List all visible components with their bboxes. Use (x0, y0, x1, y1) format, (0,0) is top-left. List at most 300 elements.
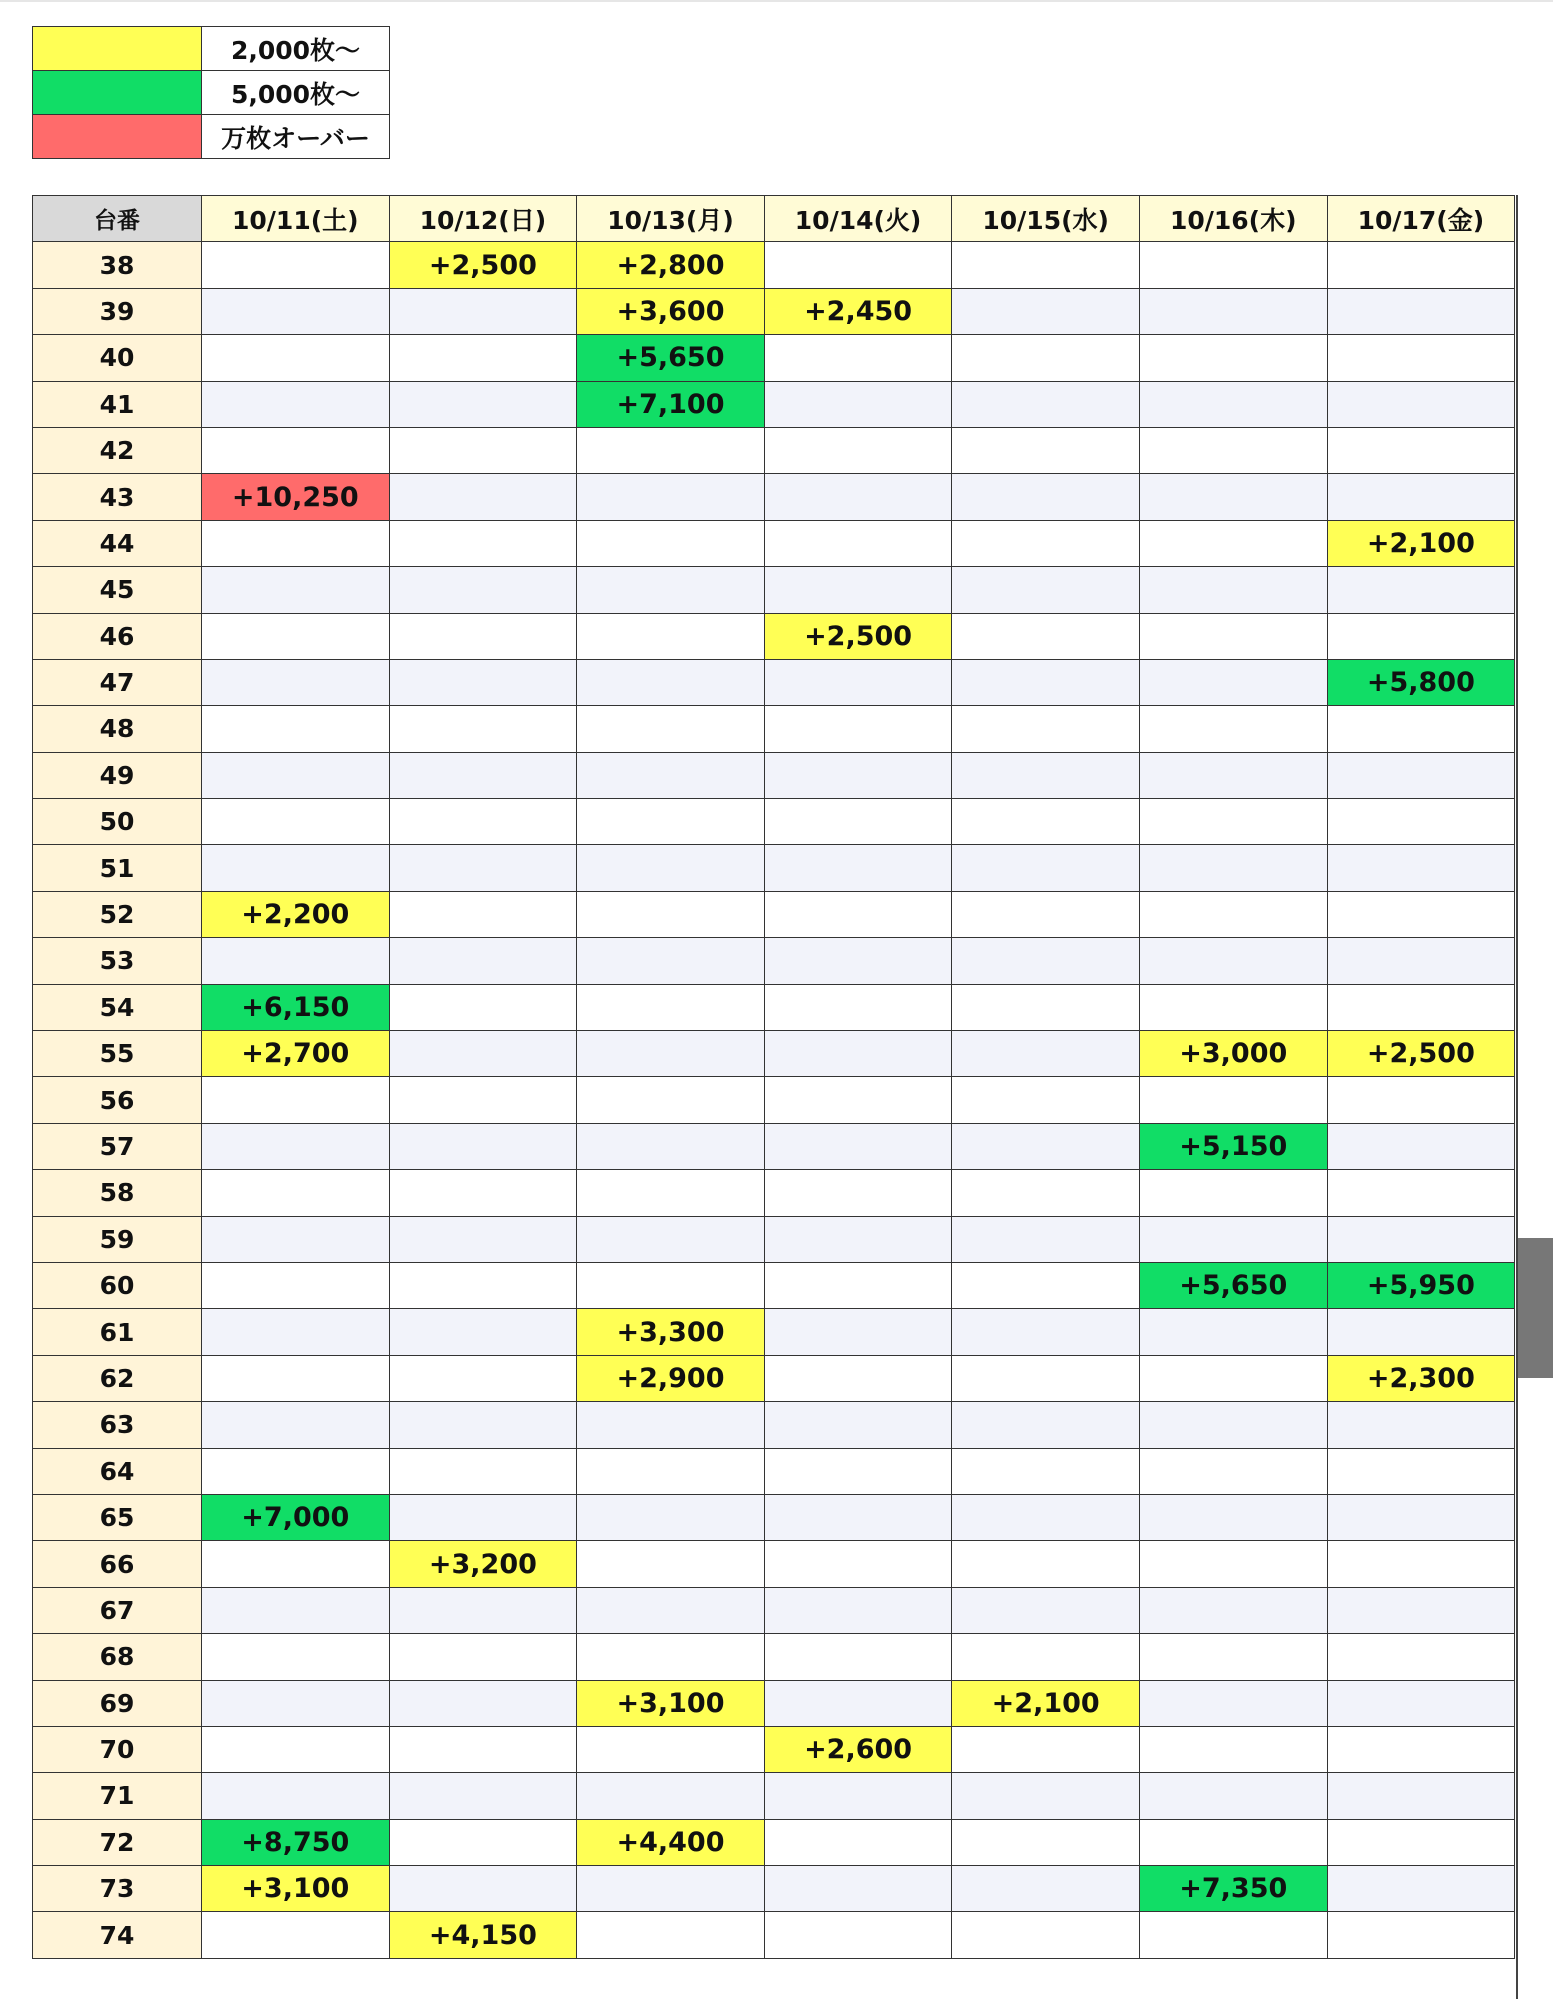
result-cell (1139, 1680, 1327, 1726)
result-cell (389, 1309, 577, 1355)
result-cell (764, 1819, 952, 1865)
result-cell (389, 1773, 577, 1819)
result-cell (202, 335, 390, 381)
result-cell: +7,100 (577, 381, 765, 427)
machine-number: 71 (33, 1773, 202, 1819)
result-cell (1139, 242, 1327, 288)
legend-label: 万枚オーバー (202, 115, 390, 159)
result-cell (389, 1355, 577, 1401)
result-cell (1139, 659, 1327, 705)
result-cell (952, 1773, 1140, 1819)
result-cell (1327, 799, 1515, 845)
result-cell (1139, 520, 1327, 566)
result-cell (389, 1494, 577, 1540)
result-cell (202, 288, 390, 334)
table-row (33, 288, 1515, 334)
result-cell (577, 938, 765, 984)
table-row (33, 1031, 1515, 1077)
legend-label: 5,000枚～ (202, 71, 390, 115)
scrollbar-thumb[interactable] (1518, 1238, 1553, 1378)
result-cell (764, 1634, 952, 1680)
result-cell (952, 659, 1140, 705)
result-cell (202, 1170, 390, 1216)
result-cell (952, 288, 1140, 334)
result-cell (389, 474, 577, 520)
machine-number: 64 (33, 1448, 202, 1494)
table-row (33, 984, 1515, 1030)
result-cell (389, 659, 577, 705)
table-row (33, 938, 1515, 984)
result-cell (389, 799, 577, 845)
result-cell (952, 799, 1140, 845)
result-cell (1327, 427, 1515, 473)
result-cell (202, 1216, 390, 1262)
result-cell (764, 1309, 952, 1355)
result-cell (202, 381, 390, 427)
table-row (33, 1634, 1515, 1680)
result-cell (1139, 613, 1327, 659)
result-cell: +3,100 (202, 1866, 390, 1912)
result-cell (1139, 1494, 1327, 1540)
result-cell (1327, 1494, 1515, 1540)
table-row (33, 613, 1515, 659)
result-cell (202, 1402, 390, 1448)
result-cell (577, 659, 765, 705)
result-cell (764, 1031, 952, 1077)
result-cell (764, 752, 952, 798)
result-cell (952, 613, 1140, 659)
result-cell (952, 381, 1140, 427)
result-cell (952, 938, 1140, 984)
result-cell (1139, 427, 1327, 473)
result-cell (1327, 1912, 1515, 1958)
result-cell (389, 1262, 577, 1308)
table-row (33, 1355, 1515, 1401)
result-cell (389, 1031, 577, 1077)
result-cell (952, 242, 1140, 288)
result-cell (202, 1726, 390, 1772)
result-cell (952, 1031, 1140, 1077)
result-cell (577, 613, 765, 659)
legend-swatch (33, 115, 202, 159)
machine-number: 68 (33, 1634, 202, 1680)
table-row (33, 1123, 1515, 1169)
result-cell (952, 1402, 1140, 1448)
result-cell (764, 1494, 952, 1540)
table-row (33, 1773, 1515, 1819)
result-cell (1327, 1170, 1515, 1216)
result-cell (952, 1355, 1140, 1401)
table-row (33, 1216, 1515, 1262)
result-cell (952, 567, 1140, 613)
machine-number: 47 (33, 659, 202, 705)
table-row (33, 381, 1515, 427)
machine-number: 72 (33, 1819, 202, 1865)
result-cell (764, 845, 952, 891)
result-cell (1327, 1726, 1515, 1772)
result-cell (764, 891, 952, 937)
result-cell (952, 335, 1140, 381)
result-cell (389, 613, 577, 659)
table-row (33, 1819, 1515, 1865)
result-cell (1327, 845, 1515, 891)
result-cell (1327, 613, 1515, 659)
result-cell (1139, 1077, 1327, 1123)
result-cell (1327, 381, 1515, 427)
table-row (33, 1494, 1515, 1540)
result-cell (1139, 1355, 1327, 1401)
result-cell (952, 1077, 1140, 1123)
result-cell (1327, 706, 1515, 752)
result-cell (202, 567, 390, 613)
table-row (33, 706, 1515, 752)
result-cell (1139, 1912, 1327, 1958)
date-header: 10/17(金) (1327, 196, 1515, 242)
table-row (33, 567, 1515, 613)
date-header: 10/11(土) (202, 196, 390, 242)
result-cell (764, 938, 952, 984)
table-row (33, 799, 1515, 845)
result-cell (577, 1773, 765, 1819)
result-cell (952, 752, 1140, 798)
legend-row (33, 71, 390, 115)
result-cell (1139, 381, 1327, 427)
machine-number: 56 (33, 1077, 202, 1123)
date-header: 10/13(月) (577, 196, 765, 242)
result-cell (202, 520, 390, 566)
result-cell (389, 1587, 577, 1633)
result-cell (764, 1773, 952, 1819)
result-cell (1139, 1448, 1327, 1494)
result-cell (202, 427, 390, 473)
result-cell (389, 984, 577, 1030)
machine-number: 50 (33, 799, 202, 845)
legend-row (33, 27, 390, 71)
machine-number: 62 (33, 1355, 202, 1401)
result-cell (1139, 1819, 1327, 1865)
table-row (33, 891, 1515, 937)
machine-number: 46 (33, 613, 202, 659)
table-row (33, 1866, 1515, 1912)
scroll-track (1516, 195, 1518, 1999)
result-cell (577, 1912, 765, 1958)
result-cell (577, 1448, 765, 1494)
result-cell (764, 1170, 952, 1216)
result-cell (202, 1262, 390, 1308)
result-cell (202, 1448, 390, 1494)
result-cell: +5,650 (1139, 1262, 1327, 1308)
legend-swatch (33, 71, 202, 115)
result-cell (389, 706, 577, 752)
result-cell (389, 1170, 577, 1216)
result-cell (1327, 1077, 1515, 1123)
result-cell (577, 1216, 765, 1262)
result-cell (1327, 242, 1515, 288)
result-cell (577, 752, 765, 798)
result-cell (202, 1541, 390, 1587)
result-cell (202, 1123, 390, 1169)
result-cell: +2,200 (202, 891, 390, 937)
result-cell (1139, 984, 1327, 1030)
result-cell (1139, 335, 1327, 381)
result-cell (577, 845, 765, 891)
result-cell (202, 1587, 390, 1633)
result-cell (202, 1773, 390, 1819)
result-cell (1327, 567, 1515, 613)
result-cell: +3,600 (577, 288, 765, 334)
result-cell (764, 1448, 952, 1494)
result-cell (389, 1402, 577, 1448)
result-cell: +2,100 (1327, 520, 1515, 566)
result-cell (1327, 1866, 1515, 1912)
result-cell (764, 567, 952, 613)
machine-number: 41 (33, 381, 202, 427)
result-cell (389, 938, 577, 984)
result-cell (1139, 1587, 1327, 1633)
machine-number: 65 (33, 1494, 202, 1540)
result-cell: +2,300 (1327, 1355, 1515, 1401)
result-cell (952, 427, 1140, 473)
result-cell: +5,650 (577, 335, 765, 381)
result-cell (1327, 1123, 1515, 1169)
result-cell (1139, 1541, 1327, 1587)
result-cell (577, 706, 765, 752)
machine-number: 66 (33, 1541, 202, 1587)
result-cell (389, 1216, 577, 1262)
result-cell (1327, 1402, 1515, 1448)
result-cell (202, 1634, 390, 1680)
result-cell (577, 1726, 765, 1772)
table-row (33, 1402, 1515, 1448)
result-cell (389, 1448, 577, 1494)
result-cell: +3,300 (577, 1309, 765, 1355)
result-cell (1139, 845, 1327, 891)
machine-number: 44 (33, 520, 202, 566)
result-cell (952, 520, 1140, 566)
result-cell: +2,700 (202, 1031, 390, 1077)
result-cell (1327, 1634, 1515, 1680)
corner-header: 台番 (33, 196, 202, 242)
result-cell (202, 242, 390, 288)
table-row (33, 520, 1515, 566)
result-cell (389, 1866, 577, 1912)
result-cell (202, 613, 390, 659)
result-cell (952, 1587, 1140, 1633)
machine-number: 58 (33, 1170, 202, 1216)
result-cell (764, 520, 952, 566)
result-cell (952, 1819, 1140, 1865)
table-row (33, 335, 1515, 381)
machine-number: 42 (33, 427, 202, 473)
result-cell (764, 1355, 952, 1401)
date-header: 10/16(木) (1139, 196, 1327, 242)
result-cell (389, 752, 577, 798)
table-row (33, 1448, 1515, 1494)
result-cell (577, 1634, 765, 1680)
result-cell (1327, 335, 1515, 381)
machine-number: 59 (33, 1216, 202, 1262)
result-cell (1327, 1587, 1515, 1633)
result-cell (389, 427, 577, 473)
machine-number: 38 (33, 242, 202, 288)
result-cell: +3,100 (577, 1680, 765, 1726)
result-cell (764, 474, 952, 520)
machine-number: 67 (33, 1587, 202, 1633)
result-cell (952, 1123, 1140, 1169)
result-cell (764, 1123, 952, 1169)
result-cell (389, 381, 577, 427)
result-cell (764, 242, 952, 288)
result-cell (577, 1587, 765, 1633)
result-cell (1327, 1309, 1515, 1355)
machine-number: 69 (33, 1680, 202, 1726)
result-cell (952, 1866, 1140, 1912)
result-cell (1139, 1170, 1327, 1216)
legend-label: 2,000枚～ (202, 27, 390, 71)
machine-number: 45 (33, 567, 202, 613)
result-cell (577, 1541, 765, 1587)
result-cell (952, 1912, 1140, 1958)
result-cell (952, 474, 1140, 520)
result-cell (1327, 984, 1515, 1030)
machine-number: 48 (33, 706, 202, 752)
machine-number: 63 (33, 1402, 202, 1448)
result-cell (577, 1170, 765, 1216)
table-row (33, 1077, 1515, 1123)
result-cell (952, 1634, 1140, 1680)
result-cell: +2,500 (764, 613, 952, 659)
table-row (33, 1170, 1515, 1216)
result-cell (389, 1680, 577, 1726)
result-cell (577, 567, 765, 613)
result-cell (202, 1077, 390, 1123)
result-cell (202, 799, 390, 845)
result-cell (577, 1123, 765, 1169)
result-cell (1139, 567, 1327, 613)
result-cell (389, 1077, 577, 1123)
result-cell (1139, 474, 1327, 520)
result-cell (764, 706, 952, 752)
result-cell (202, 845, 390, 891)
result-cell (952, 984, 1140, 1030)
result-cell (764, 335, 952, 381)
result-cell (764, 984, 952, 1030)
result-cell (1327, 1448, 1515, 1494)
result-cell (952, 1216, 1140, 1262)
result-cell (1139, 1216, 1327, 1262)
result-cell (389, 288, 577, 334)
result-cell: +8,750 (202, 1819, 390, 1865)
machine-number: 51 (33, 845, 202, 891)
result-cell (1139, 1773, 1327, 1819)
result-cell (577, 1866, 765, 1912)
result-cell (952, 706, 1140, 752)
legend-row (33, 115, 390, 159)
result-cell (202, 1680, 390, 1726)
result-cell (1139, 288, 1327, 334)
result-cell (1327, 1773, 1515, 1819)
result-cell (952, 1309, 1140, 1355)
machine-number: 52 (33, 891, 202, 937)
result-cell (389, 567, 577, 613)
result-cell (764, 1541, 952, 1587)
result-cell (389, 1634, 577, 1680)
machine-number: 61 (33, 1309, 202, 1355)
result-cell (577, 474, 765, 520)
result-cell (764, 1262, 952, 1308)
result-cell (1139, 891, 1327, 937)
result-cell (1139, 752, 1327, 798)
result-cell (577, 1494, 765, 1540)
table-row (33, 752, 1515, 798)
result-cell (764, 381, 952, 427)
result-cell (764, 1077, 952, 1123)
result-cell (1327, 1819, 1515, 1865)
machine-number: 53 (33, 938, 202, 984)
result-cell (202, 752, 390, 798)
machine-results-table (32, 195, 1515, 1959)
result-cell (764, 1866, 952, 1912)
result-cell: +7,350 (1139, 1866, 1327, 1912)
top-border (0, 0, 1553, 2)
result-cell: +4,150 (389, 1912, 577, 1958)
result-cell (389, 1819, 577, 1865)
result-cell: +4,400 (577, 1819, 765, 1865)
result-cell (202, 1355, 390, 1401)
result-cell (389, 1123, 577, 1169)
result-cell (952, 845, 1140, 891)
result-cell (1327, 752, 1515, 798)
result-cell (952, 891, 1140, 937)
machine-number: 73 (33, 1866, 202, 1912)
result-cell (1327, 1541, 1515, 1587)
result-cell: +5,950 (1327, 1262, 1515, 1308)
result-cell (577, 1031, 765, 1077)
result-cell (389, 335, 577, 381)
result-cell: +5,150 (1139, 1123, 1327, 1169)
table-row (33, 242, 1515, 288)
result-cell (577, 1402, 765, 1448)
result-cell: +7,000 (202, 1494, 390, 1540)
machine-number: 60 (33, 1262, 202, 1308)
table-row (33, 1262, 1515, 1308)
result-cell (1139, 1634, 1327, 1680)
result-cell (577, 520, 765, 566)
table-row (33, 1680, 1515, 1726)
result-cell (1139, 799, 1327, 845)
result-cell (389, 845, 577, 891)
machine-number: 39 (33, 288, 202, 334)
result-cell (1327, 288, 1515, 334)
result-cell: +6,150 (202, 984, 390, 1030)
result-cell (389, 1726, 577, 1772)
result-cell (577, 799, 765, 845)
result-cell (764, 659, 952, 705)
result-cell (1327, 474, 1515, 520)
table-row (33, 659, 1515, 705)
result-cell (764, 799, 952, 845)
machine-number: 55 (33, 1031, 202, 1077)
result-cell (202, 659, 390, 705)
result-cell: +2,100 (952, 1680, 1140, 1726)
result-cell (202, 938, 390, 984)
machine-number: 54 (33, 984, 202, 1030)
result-cell (764, 1587, 952, 1633)
result-cell (1327, 891, 1515, 937)
legend-swatch (33, 27, 202, 71)
result-cell (1327, 1680, 1515, 1726)
result-cell (764, 1680, 952, 1726)
